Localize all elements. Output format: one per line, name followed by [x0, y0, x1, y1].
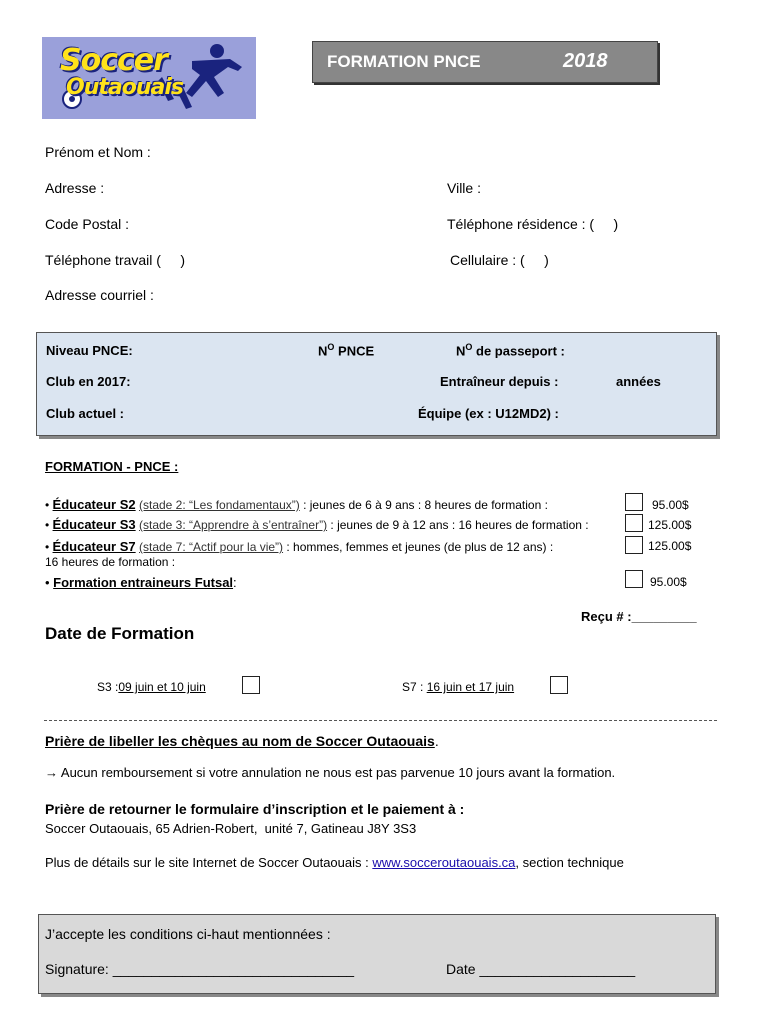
niveau-pnce-field[interactable]: Niveau PNCE: — [46, 343, 133, 358]
date-field[interactable]: Date ____________________ — [446, 961, 636, 977]
field-courriel[interactable]: Adresse courriel : — [45, 287, 154, 303]
formation-item-s3: • Éducateur S3 (stade 3: “Apprendre à s’entraîner”) : jeunes de 9 à 12 ans : 16 heures de formation : — [45, 517, 589, 532]
formation-item-futsal: • Formation entraineurs Futsal: — [45, 575, 237, 590]
accept-conditions: J’accepte les conditions ci-haut mentionnées : — [45, 926, 331, 942]
no-pnce-field[interactable]: $N^O$ PNCE — [318, 342, 375, 359]
formation-heading: FORMATION - PNCE : — [45, 459, 179, 474]
field-ville[interactable]: Ville : — [447, 180, 481, 196]
entraineur-depuis-field[interactable]: Entraîneur depuis : — [440, 374, 559, 389]
title-box — [312, 41, 658, 83]
recu-field[interactable]: Reçu # :_________ — [581, 609, 697, 624]
logo-line1: Soccer — [60, 43, 167, 78]
date-s7: S7 : 16 juin et 17 juin — [402, 680, 515, 694]
club-2017-field[interactable]: Club en 2017: — [46, 374, 131, 389]
retour-address: Soccer Outaouais, 65 Adrien-Robert, unité 7, Gatineau J8Y 3S3 — [45, 821, 417, 836]
logo-line2: Outaouais — [66, 75, 183, 100]
remboursement-notice: → Aucun remboursement si votre annulation ne nous est pas parvenue 10 jours avant la formation. — [45, 765, 616, 780]
formation-item-s7: • Éducateur S7 (stade 7: “Actif pour la vie”) : hommes, femmes et jeunes (de plus de 12 ans) : — [45, 539, 554, 554]
field-code-postal[interactable]: Code Postal : — [45, 216, 130, 232]
field-adresse[interactable]: Adresse : — [45, 180, 105, 196]
date-formation-heading: Date de Formation — [45, 624, 195, 643]
price-s2: 95.00$ — [652, 498, 689, 512]
checkbox-s3[interactable] — [625, 514, 643, 532]
price-s7: 125.00$ — [648, 539, 692, 553]
cheques-instruction: Prière de libeller les chèques au nom de Soccer Outaouais. — [45, 733, 439, 749]
pnce-info-box — [36, 332, 717, 436]
field-tel-travail[interactable]: Téléphone travail ( ) — [45, 252, 186, 268]
price-s3: 125.00$ — [648, 518, 692, 532]
checkbox-date-s3[interactable] — [242, 676, 260, 694]
formation-item-s2: • Éducateur S2 (stade 2: “Les fondamentaux”) : jeunes de 6 à 9 ans : 8 heures de formation : — [45, 497, 548, 512]
details-text: Plus de détails sur le site Internet de Soccer Outaouais : www.socceroutaouais.ca, section technique — [45, 855, 624, 870]
formation-item-s7-hours: 16 heures de formation : — [45, 555, 176, 569]
signature-field[interactable]: Signature: _______________________________ — [45, 961, 355, 977]
checkbox-date-s7[interactable] — [550, 676, 568, 694]
website-link[interactable]: www.socceroutaouais.ca — [372, 855, 516, 870]
no-passeport-field[interactable]: $N^O$ de passeport : — [456, 342, 565, 359]
form-title: FORMATION PNCE — [327, 52, 481, 71]
equipe-field[interactable]: Équipe (ex : U12MD2) : — [418, 406, 559, 421]
field-cellulaire[interactable]: Cellulaire : ( ) — [450, 252, 549, 268]
price-futsal: 95.00$ — [650, 575, 687, 589]
dashed-divider — [44, 720, 717, 721]
date-s3: S3 :09 juin et 10 juin — [97, 680, 206, 694]
soccer-outaouais-logo — [42, 37, 256, 119]
field-nom[interactable]: Prénom et Nom : — [45, 144, 151, 160]
retour-heading: Prière de retourner le formulaire d’inscription et le paiement à : — [45, 801, 465, 817]
form-year: 2018 — [563, 50, 608, 72]
checkbox-s2[interactable] — [625, 493, 643, 511]
field-tel-residence[interactable]: Téléphone résidence : ( ) — [447, 216, 619, 232]
annees-label: années — [616, 374, 661, 389]
signature-box — [38, 914, 716, 994]
checkbox-futsal[interactable] — [625, 570, 643, 588]
checkbox-s7[interactable] — [625, 536, 643, 554]
club-actuel-field[interactable]: Club actuel : — [46, 406, 125, 421]
